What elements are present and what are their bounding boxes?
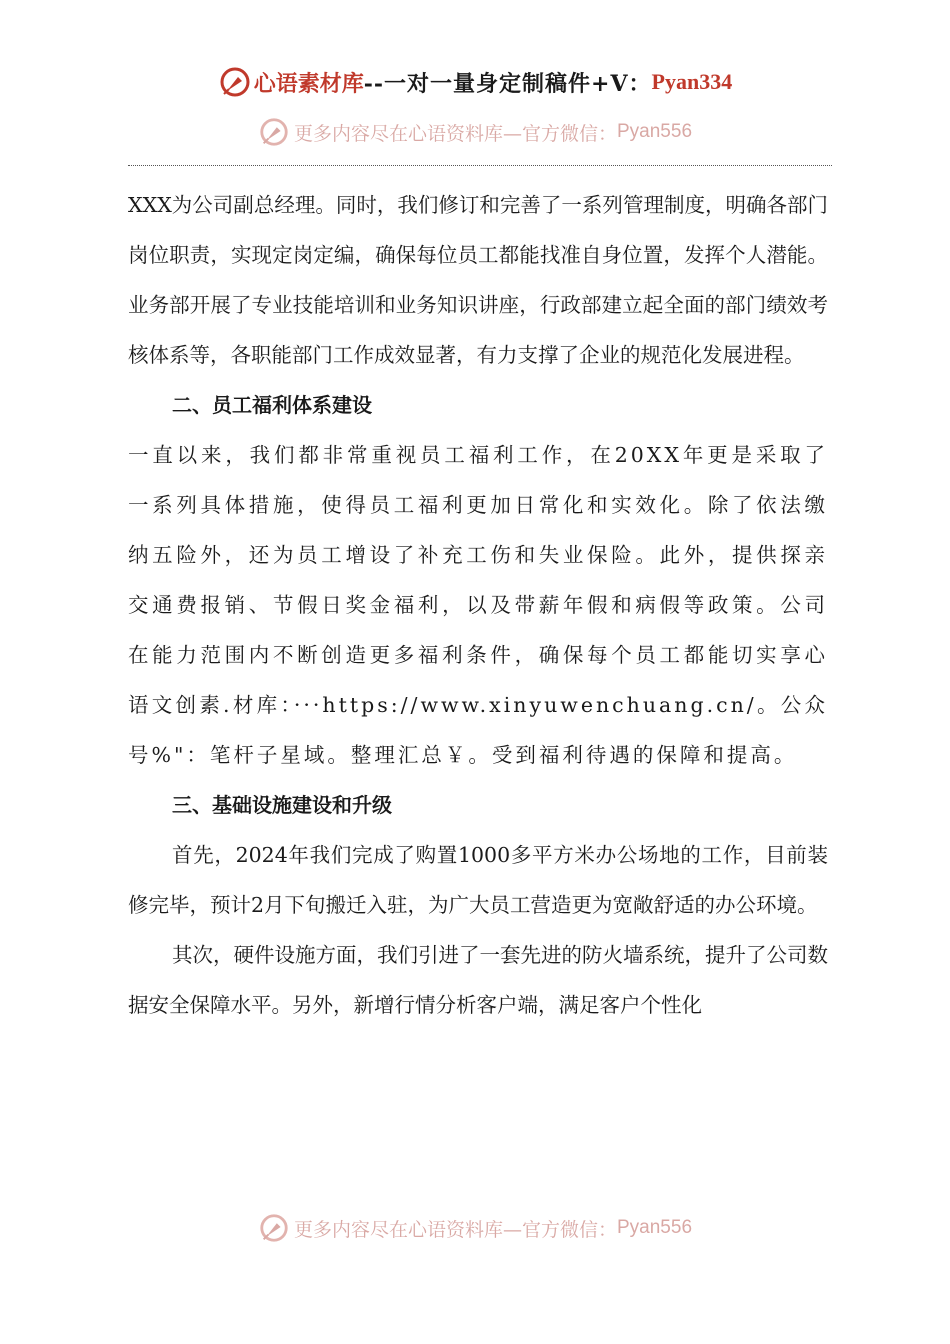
document-body [128,180,828,1030]
paragraph-welfare: 一直以来，我们都非常重视员工福利工作，在20XX年更是采取了一系列具体措施，使得员工福利更加日常化和实效化。除了依法缴纳五险外，还为员工增设了补充工伤和失业保险。此外，提供探亲交通费报销、节假日奖金福利，以及带薪年假和病假等政策。公司在能力范围内不断创造更多福利条件，确保每个员工都能切实享心语文创素.材库：···https://www.xinyuwenchuang.cn/。公众号%"：笔杆子星域。整理汇总￥。受到福利待遇的保障和提高。 [128,443,828,767]
section-heading-infrastructure: 三、基础设施建设和升级 [172,793,392,817]
watermark-top [0,112,950,152]
watermark-wechat-id: Pyan556 [617,121,693,142]
watermark-bottom [0,1208,950,1248]
document-header [0,62,950,102]
watermark-text: 更多内容尽在心语资料库—官方微信： [293,1218,617,1241]
pen-nib-logo-icon [258,116,290,148]
header-tagline: --一对一量身定制稿件+V： [363,70,652,97]
pen-nib-logo-icon [218,65,252,99]
header-divider [128,165,832,166]
watermark-wechat-id: Pyan556 [617,1217,693,1238]
header-brand: 心语素材库 [253,70,364,97]
paragraph-management: XXX为公司副总经理。同时，我们修订和完善了一系列管理制度，明确各部门岗位职责，实现定岗定编，确保每位员工都能找准自身位置，发挥个人潜能。业务部开展了专业技能培训和业务知识讲座，行政部建立起全面的部门绩效考核体系等，各职能部门工作成效显著，有力支撑了企业的规范化发展进程。 [128,193,828,367]
watermark-text: 更多内容尽在心语资料库—官方微信： [293,122,617,145]
header-wechat-id: Pyan334 [651,69,733,94]
pen-nib-logo-icon [258,1212,290,1244]
paragraph-hardware: 其次，硬件设施方面，我们引进了一套先进的防火墙系统，提升了公司数据安全保障水平。另外，新增行情分析客户端，满足客户个性化 [128,943,828,1017]
paragraph-office-space: 首先，2024年我们完成了购置1000多平方米办公场地的工作，目前装修完毕，预计2月下旬搬迁入驻，为广大员工营造更为宽敞舒适的办公环境。 [128,843,828,917]
section-heading-welfare: 二、员工福利体系建设 [172,393,372,417]
